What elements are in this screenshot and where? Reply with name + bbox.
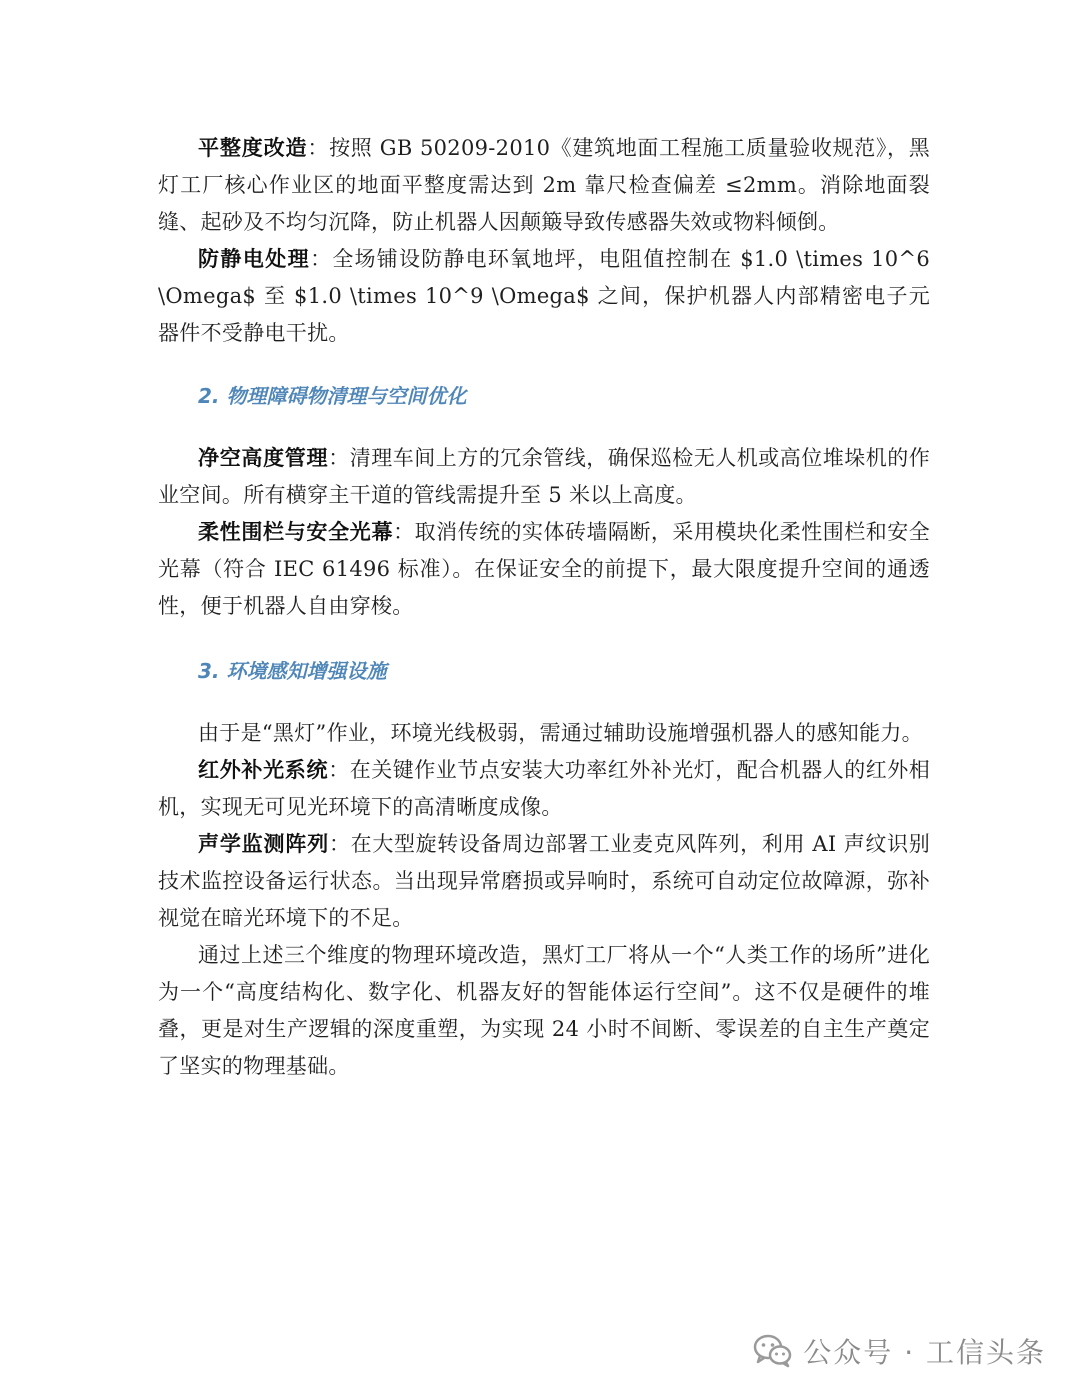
paragraph-antistatic [158, 241, 930, 352]
paragraph-flatness [158, 130, 930, 241]
paragraph-infrared [158, 752, 930, 826]
section-heading: 2. 物理障碍物清理与空间优化 [198, 384, 467, 408]
paragraph-fencing [158, 514, 930, 625]
paragraph-text: ：清理车间上方的冗余管线，确保巡检无人机或高位堆垛机的作业空间。所有横穿主干道的管线需提升至 5 米以上高度。 [158, 446, 930, 507]
paragraph-acoustic [158, 826, 930, 937]
paragraph-text: ：全场铺设防静电环氧地坪，电阻值控制在 $1.0 \times 10^6 \Omega$ 至 $1.0 \times 10^9 \Omega$ 之间，保护机器人内部精密电子元器件不受静电干扰。 [158, 247, 930, 345]
paragraph-text: ：在大型旋转设备周边部署工业麦克风阵列，利用 AI 声纹识别技术监控设备运行状态。当出现异常磨损或异响时，系统可自动定位故障源，弥补视觉在暗光环境下的不足。 [158, 832, 931, 930]
paragraph-lead: 声学监测阵列 [198, 832, 330, 856]
watermark-text: 公众号 · 工信头条 [803, 1336, 1046, 1369]
article-body [158, 130, 930, 1085]
paragraph-conclusion: 通过上述三个维度的物理环境改造，黑灯工厂将从一个“人类工作的场所”进化为一个“高度结构化、数字化、机器友好的智能体运行空间”。这不仅是硬件的堆叠，更是对生产逻辑的深度重塑，为实现 24 小时不间断、零误差的自主生产奠定了坚实的物理基础。 [158, 943, 930, 1078]
wechat-icon [753, 1333, 793, 1369]
paragraph-text: ：按照 GB 50209-2010《建筑地面工程施工质量验收规范》，黑灯工厂核心作业区的地面平整度需达到 2m 靠尺检查偏差 ≤2mm。消除地面裂缝、起砂及不均匀沉降，防止机器人因颠簸导致传感器失效或物料倾倒。 [158, 136, 931, 234]
paragraph-lead: 净空高度管理 [198, 446, 329, 470]
paragraph-lead: 防静电处理 [198, 247, 311, 271]
watermark [753, 1331, 1046, 1371]
paragraph-clearance [158, 440, 930, 514]
paragraph-text: ：在关键作业节点安装大功率红外补光灯，配合机器人的红外相机，实现无可见光环境下的高清晰度成像。 [158, 758, 930, 819]
paragraph-lead: 柔性围栏与安全光幕 [198, 520, 394, 544]
paragraph-text: ：取消传统的实体砖墙隔断，采用模块化柔性围栏和安全光幕（符合 IEC 61496 标准）。在保证安全的前提下，最大限度提升空间的通透性，便于机器人自由穿梭。 [158, 520, 931, 618]
paragraph-lead: 平整度改造 [198, 136, 308, 160]
section-heading: 3. 环境感知增强设施 [198, 659, 387, 683]
paragraph-intro: 由于是“黑灯”作业，环境光线极弱，需通过辅助设施增强机器人的感知能力。 [198, 721, 923, 745]
paragraph-lead: 红外补光系统 [198, 758, 329, 782]
